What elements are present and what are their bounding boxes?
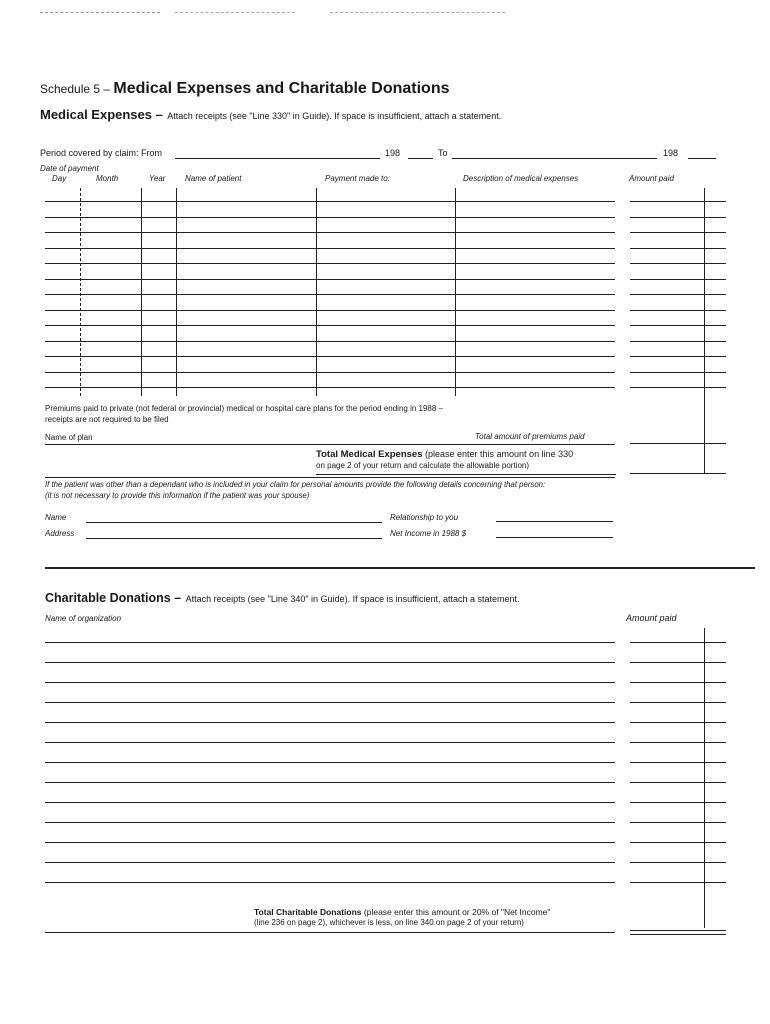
table-row[interactable]: [45, 742, 615, 743]
total-premiums-label: Total amount of premiums paid: [475, 432, 585, 441]
amount-field[interactable]: [630, 294, 726, 295]
amount-field[interactable]: [630, 642, 726, 643]
schedule-label: Schedule 5 –: [40, 82, 111, 96]
table-row[interactable]: [45, 372, 615, 373]
total-medical-note: (please enter this amount on line 330: [425, 449, 574, 459]
table-row[interactable]: [45, 325, 615, 326]
relationship-field[interactable]: [496, 521, 613, 522]
amount-field[interactable]: [630, 762, 726, 763]
dependant-instruction: If the patient was other than a dependant who is included in your claim for personal amounts provide the following details concerning that person:: [45, 480, 546, 489]
medical-instruction: Attach receipts (see "Line 330" in Guide). If space is insufficient, attach a statement.: [167, 111, 502, 121]
dependant-name-field[interactable]: [86, 522, 382, 523]
table-row[interactable]: [45, 201, 615, 202]
divider: [45, 477, 615, 478]
amount-field[interactable]: [630, 217, 726, 218]
medical-heading: Medical Expenses –: [40, 107, 163, 122]
charitable-instruction: Attach receipts (see "Line 340" in Guide). If space is insufficient, attach a statement.: [185, 594, 520, 604]
amount-field[interactable]: [630, 842, 726, 843]
date-of-payment-label: Date of payment: [40, 164, 99, 173]
table-row[interactable]: [45, 279, 615, 280]
divider: [45, 932, 615, 933]
col-description: Description of medical expenses: [463, 174, 579, 183]
period-row: [40, 148, 162, 158]
period-label: Period covered by claim: From: [40, 148, 163, 158]
amount-field[interactable]: [630, 387, 726, 388]
table-row[interactable]: [45, 642, 615, 643]
amount-field[interactable]: [630, 682, 726, 683]
amount-field[interactable]: [630, 341, 726, 342]
dependant-address-field[interactable]: [86, 538, 382, 539]
table-row[interactable]: [45, 802, 615, 803]
divider: [316, 474, 616, 475]
period-from-field[interactable]: [175, 158, 380, 159]
col-payment-made-to: Payment made to:: [325, 174, 390, 183]
col-name-of-organization: Name of organization: [45, 614, 122, 623]
amount-field[interactable]: [630, 702, 726, 703]
total-charitable-note: (please enter this amount or 20% of "Net Income": [363, 907, 551, 917]
table-row[interactable]: [45, 862, 615, 863]
table-row[interactable]: [45, 842, 615, 843]
table-row[interactable]: [45, 217, 615, 218]
table-row[interactable]: [45, 232, 615, 233]
table-row[interactable]: [45, 882, 615, 883]
total-premiums-field[interactable]: [630, 443, 726, 444]
amount-field[interactable]: [630, 279, 726, 280]
total-charitable-label: Total Charitable Donations: [254, 907, 362, 917]
relationship-label: Relationship to you: [390, 513, 459, 522]
table-row[interactable]: [45, 248, 615, 249]
total-charitable-note-2: (line 236 on page 2), whichever is less, on line 340 on page 2 of your return): [254, 918, 524, 927]
amount-field[interactable]: [630, 372, 726, 373]
table-row[interactable]: [45, 682, 615, 683]
net-income-label: Net Income in 1988 $: [390, 529, 467, 538]
col-amount-paid: Amount paid: [629, 174, 674, 183]
medical-heading-row: [40, 106, 501, 124]
amount-field[interactable]: [630, 722, 726, 723]
amount-field[interactable]: [630, 882, 726, 883]
column-divider: [80, 188, 81, 396]
page-title: Medical Expenses and Charitable Donations: [113, 80, 450, 97]
scan-artifact: [330, 12, 505, 13]
table-row[interactable]: [45, 662, 615, 663]
amount-field[interactable]: [630, 356, 726, 357]
charitable-heading: Charitable Donations –: [45, 591, 182, 605]
period-to-field[interactable]: [452, 158, 657, 159]
total-medical-label: Total Medical Expenses: [316, 449, 423, 460]
period-to-label: To: [438, 148, 448, 158]
column-divider: [176, 188, 177, 396]
col-month: Month: [96, 174, 119, 183]
dependant-note: (it is not necessary to provide this information if the patient was your spouse): [45, 491, 310, 500]
table-row[interactable]: [45, 387, 615, 388]
amount-field[interactable]: [630, 310, 726, 311]
table-row[interactable]: [45, 762, 615, 763]
table-row[interactable]: [45, 356, 615, 357]
premiums-text: Premiums paid to private (not federal or provincial) medical or hospital care plans for the period ending in 1988 –: [45, 404, 443, 413]
period-year-from-field[interactable]: [408, 158, 433, 159]
table-row[interactable]: [45, 341, 615, 342]
scan-artifact: [175, 12, 295, 13]
amount-field[interactable]: [630, 742, 726, 743]
premiums-receipts-note: receipts are not required to be filed: [45, 415, 169, 424]
table-row[interactable]: [45, 702, 615, 703]
table-row[interactable]: [45, 310, 615, 311]
period-year-from: 198: [385, 148, 401, 158]
dependant-name-label: Name: [45, 513, 67, 522]
amount-field[interactable]: [630, 822, 726, 823]
amount-field[interactable]: [630, 802, 726, 803]
column-divider: [316, 188, 317, 396]
amount-field[interactable]: [630, 248, 726, 249]
name-of-plan-field[interactable]: [45, 444, 615, 445]
amount-field[interactable]: [630, 201, 726, 202]
col-name-of-patient: Name of patient: [185, 174, 242, 183]
total-charitable-row: [254, 907, 550, 917]
table-row[interactable]: [45, 294, 615, 295]
total-charitable-field[interactable]: [630, 930, 726, 931]
period-year-to-field[interactable]: [688, 158, 716, 159]
amount-field[interactable]: [630, 862, 726, 863]
schedule-title: [40, 80, 450, 98]
column-divider: [141, 188, 142, 396]
amount-cents-divider: [704, 628, 705, 928]
section-divider: [45, 567, 755, 569]
amount-field[interactable]: [630, 782, 726, 783]
table-row[interactable]: [45, 263, 615, 264]
name-of-plan-label: Name of plan: [45, 433, 93, 442]
column-divider: [455, 188, 456, 396]
total-medical-row: [316, 449, 573, 460]
total-charitable-double-rule: [630, 934, 726, 935]
amount-field[interactable]: [630, 232, 726, 233]
col-charitable-amount-paid: Amount paid: [626, 613, 677, 623]
total-medical-field[interactable]: [630, 473, 726, 474]
dependant-address-label: Address: [45, 529, 75, 538]
amount-field[interactable]: [630, 325, 726, 326]
total-medical-note-2: on page 2 of your return and calculate the allowable portion): [316, 461, 530, 470]
period-year-to: 198: [663, 148, 679, 158]
amount-cents-divider: [704, 188, 705, 473]
col-year: Year: [149, 174, 166, 183]
scan-artifact: [40, 12, 160, 13]
net-income-field[interactable]: [496, 537, 613, 538]
table-row[interactable]: [45, 722, 615, 723]
amount-field[interactable]: [630, 263, 726, 264]
charitable-heading-row: [45, 589, 520, 607]
table-row[interactable]: [45, 782, 615, 783]
table-row[interactable]: [45, 822, 615, 823]
amount-field[interactable]: [630, 662, 726, 663]
col-day: Day: [52, 174, 67, 183]
